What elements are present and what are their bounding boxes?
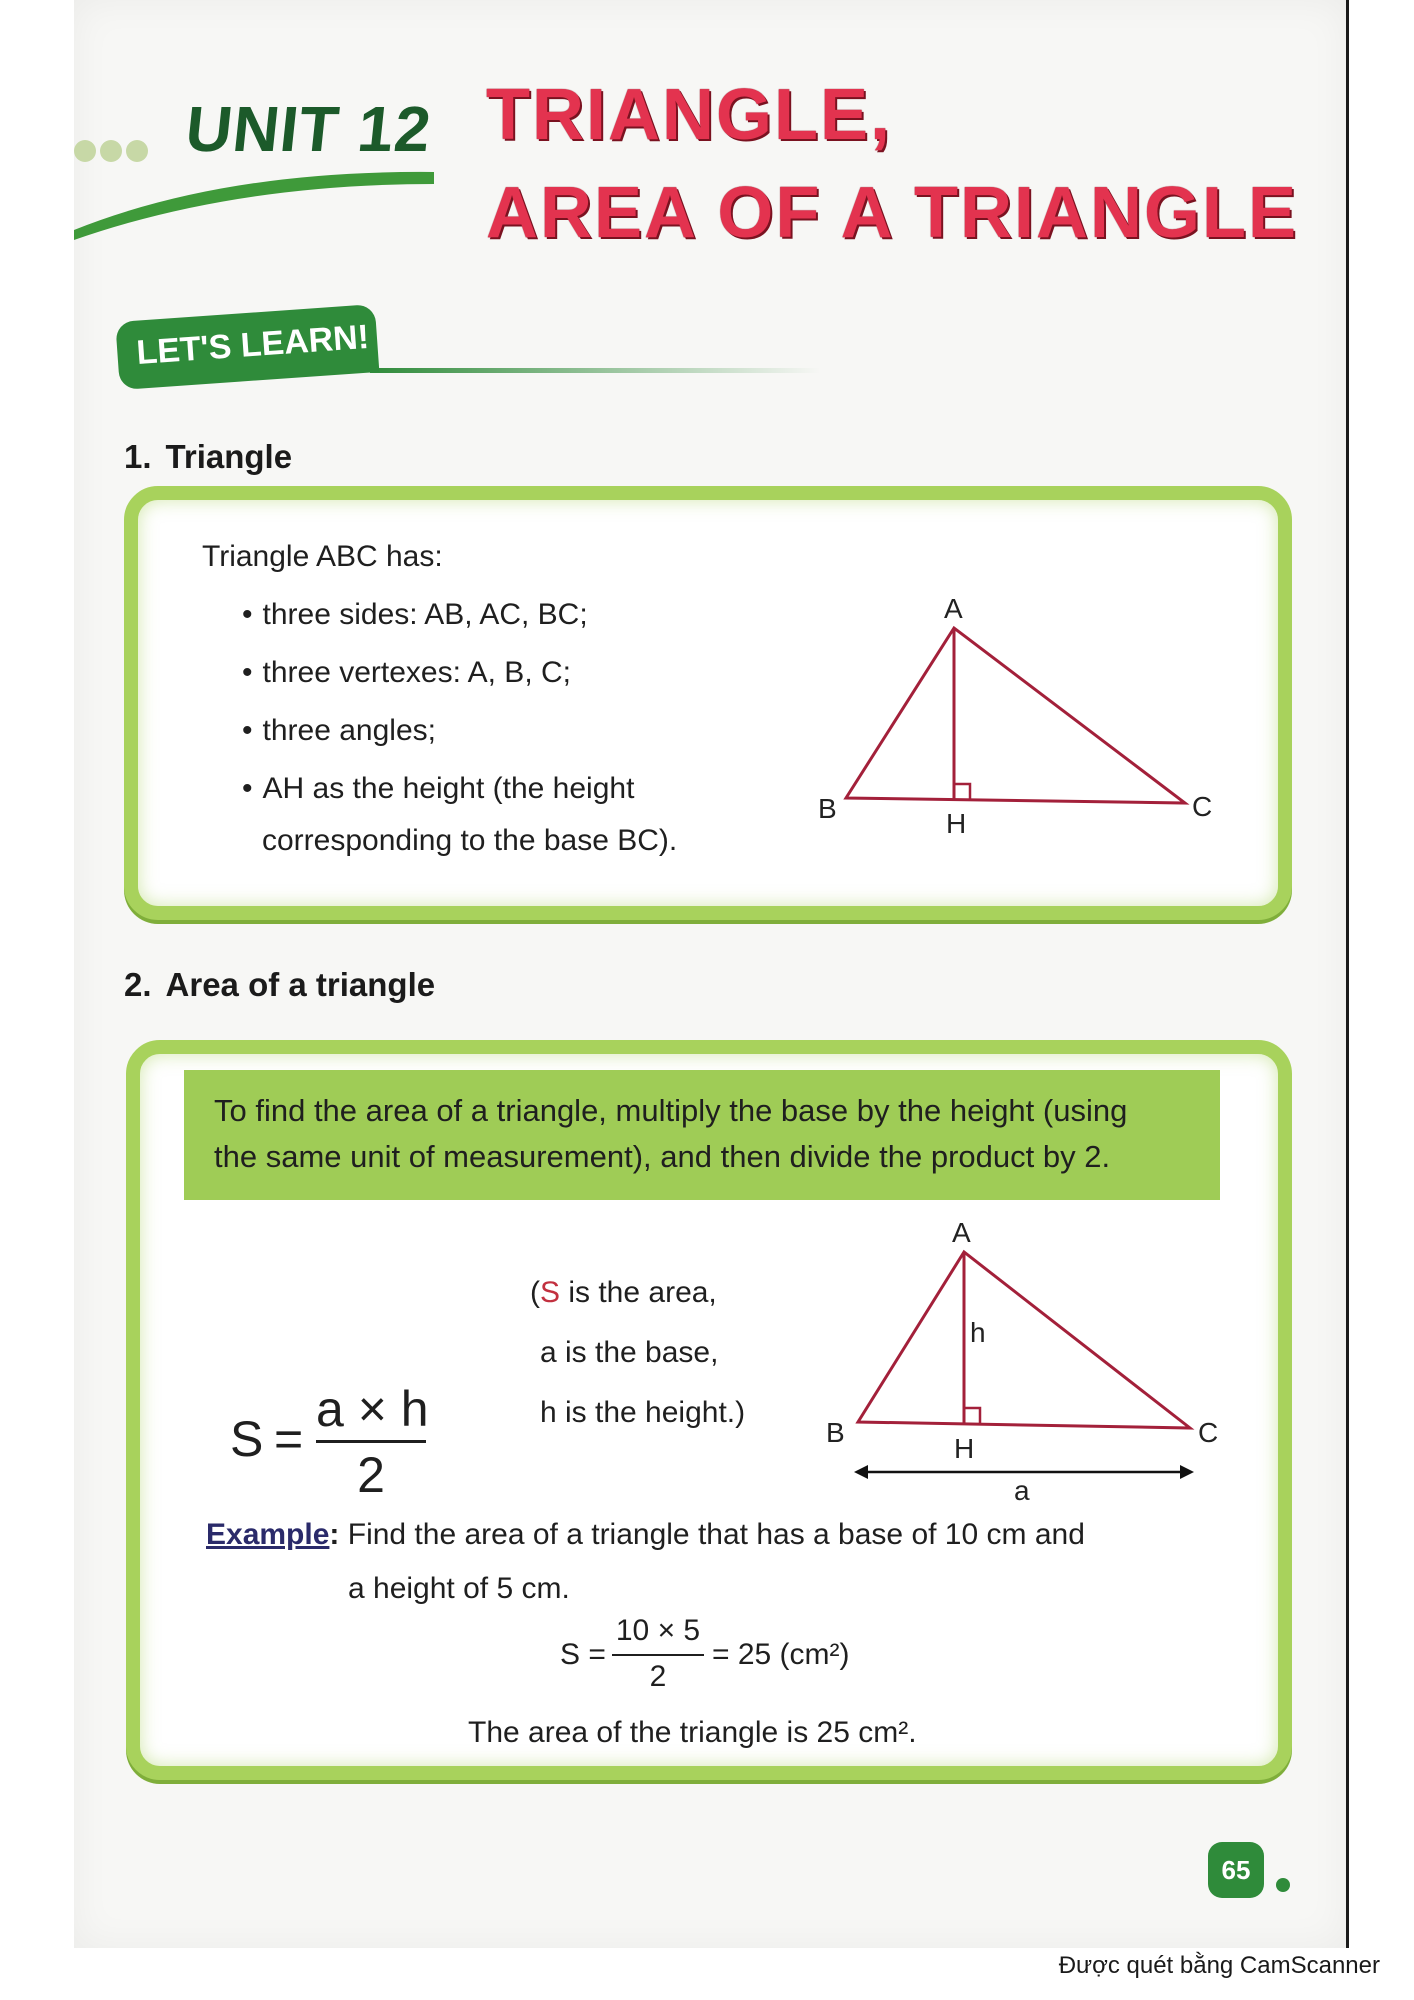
example-text-1: Find the area of a triangle that has a base of 10 cm and	[339, 1518, 1085, 1551]
base-arrow-right-head	[1180, 1465, 1194, 1479]
triangle-intro: Triangle ABC has:	[202, 540, 443, 573]
rule-text-line-2: the same unit of measurement), and then divide the product by 2.	[214, 1139, 1111, 1174]
legend-s-rest: is the area,	[560, 1276, 717, 1309]
base-label-a: a	[1014, 1475, 1030, 1506]
unit-dots-decoration	[74, 140, 152, 167]
calc-result: = 25 (cm²)	[712, 1638, 850, 1671]
section-2-number: 2.	[124, 966, 152, 1003]
page-number: 65	[1208, 1842, 1264, 1898]
formula-numerator: a × h	[316, 1381, 429, 1437]
unit-label: UNIT 12	[182, 93, 436, 165]
calc-lhs: S =	[560, 1638, 606, 1671]
formula-s: S	[230, 1411, 264, 1467]
example-colon: :	[329, 1518, 340, 1551]
example-line-2: a height of 5 cm.	[348, 1572, 570, 1605]
example-label: Example	[206, 1518, 330, 1551]
section-2-title: Area of a triangle	[165, 966, 436, 1003]
right-angle-mark	[954, 784, 970, 800]
lets-learn-underline	[370, 368, 820, 373]
bullet-sides: • three sides: AB, AC, BC;	[242, 598, 588, 632]
bullet-angles: • three angles;	[242, 714, 436, 748]
example-conclusion: The area of the triangle is 25 cm².	[468, 1716, 917, 1749]
scanner-watermark: Được quét bằng CamScanner	[1058, 1952, 1380, 1979]
bullet-height-continuation: corresponding to the base BC).	[262, 824, 678, 857]
section-1-heading	[124, 438, 292, 476]
calc-denominator: 2	[649, 1660, 667, 1693]
legend-a-base: a is the base,	[540, 1336, 719, 1369]
legend-h-height: h is the height.)	[540, 1396, 746, 1429]
triangle-outline-2	[858, 1252, 1190, 1428]
bullet-vertexes: • three vertexes: A, B, C;	[242, 656, 571, 690]
page-title-line-1: TRIANGLE,	[486, 75, 892, 155]
section-2-heading	[124, 966, 435, 1004]
section-1-title: Triangle	[165, 438, 293, 475]
vertex-label-b: B	[818, 793, 837, 824]
vertex-label-c: C	[1192, 791, 1213, 822]
base-arrow-left-head	[854, 1465, 868, 1479]
page-title-line-2: AREA OF A TRIANGLE	[486, 173, 1298, 253]
foot-label-h-2: H	[954, 1433, 975, 1464]
vertex-label-b-2: B	[826, 1417, 845, 1448]
calc-numerator: 10 × 5	[615, 1614, 701, 1647]
bullet-height: • AH as the height (the height	[242, 772, 634, 806]
formula-equals: =	[274, 1411, 304, 1467]
triangle-abc-diagram	[810, 588, 1230, 848]
section-1-number: 1.	[124, 438, 152, 475]
rule-text-line-1: To find the area of a triangle, multiply the base by the height (using	[214, 1093, 1128, 1128]
vertex-label-c-2: C	[1198, 1417, 1219, 1448]
vertex-label-a-2: A	[952, 1217, 971, 1248]
lets-learn-label: LET'S LEARN!	[135, 317, 371, 373]
legend-s-letter: S	[540, 1276, 561, 1309]
page-number-dot	[1276, 1878, 1290, 1892]
foot-label-h: H	[946, 808, 967, 839]
vertex-label-a: A	[944, 593, 963, 624]
right-angle-mark-2	[964, 1408, 980, 1424]
calc-fraction-bar	[612, 1654, 704, 1656]
example-line-1	[206, 1518, 1085, 1552]
legend-s-area	[530, 1276, 717, 1310]
formula-denominator: 2	[357, 1447, 385, 1503]
formula-fraction-bar	[316, 1440, 426, 1443]
legend-open-paren: (	[530, 1276, 540, 1309]
triangle-area-diagram	[820, 1210, 1240, 1510]
height-label-h: h	[970, 1317, 986, 1348]
triangle-outline	[846, 628, 1185, 803]
